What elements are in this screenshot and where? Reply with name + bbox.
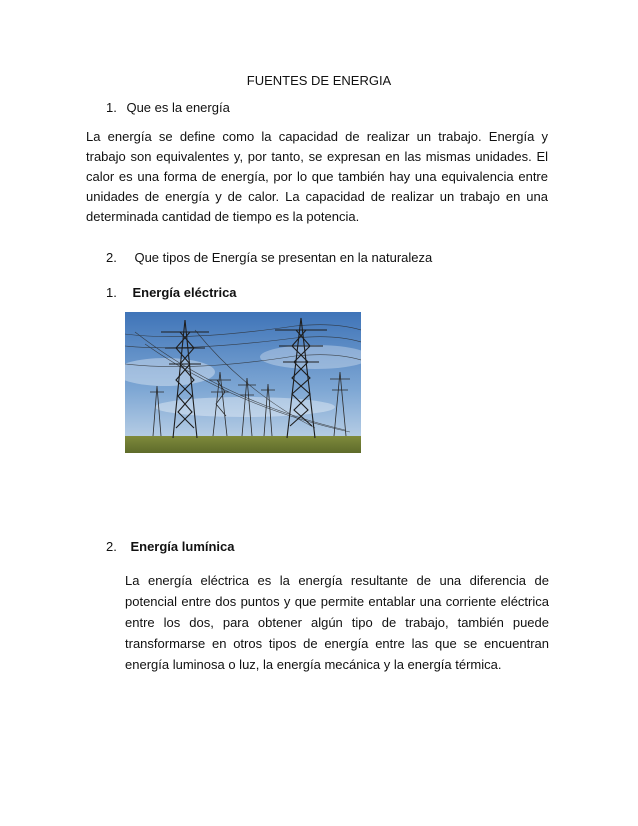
list-number: 2. — [106, 539, 117, 554]
list-item-section-2 — [106, 539, 235, 554]
section-heading-light: Energía lumínica — [130, 539, 235, 554]
section-heading-electric: Energía eléctrica — [132, 285, 237, 300]
transmission-towers-photo — [125, 312, 361, 453]
list-text: Que tipos de Energía se presentan en la naturaleza — [134, 250, 433, 265]
document-title: FUENTES DE ENERGIA — [246, 73, 392, 88]
list-number: 1. — [106, 285, 117, 300]
list-item-section-1 — [106, 285, 237, 300]
list-number: 2. — [106, 250, 117, 265]
paragraph-energy-definition: La energía se define como la capacidad de realizar un trabajo. Energía y trabajo son equivalentes y, por tanto, se expresan en las mismas unidades. El calor es una forma de energía, por lo que también hay una equivalencia entre unidades de energía y de calor. La capacidad de realizar un trabajo en una determinada cantidad de tiempo es la potencia. — [86, 129, 548, 224]
list-number: 1. — [106, 100, 117, 115]
paragraph-electric-energy: La energía eléctrica es la energía resultante de una diferencia de potencial entre dos puntos y que permite entablar una corriente eléctrica entre los dos, para obtener algún tipo de trabajo, también puede transformarse en otros tipos de energía entre las que se encuentran energía luminosa o luz, la energía mecánica y la energía térmica. — [125, 573, 549, 672]
list-text: Que es la energía — [126, 100, 230, 115]
list-item-question-2 — [106, 250, 432, 265]
list-item-question-1 — [106, 100, 230, 115]
